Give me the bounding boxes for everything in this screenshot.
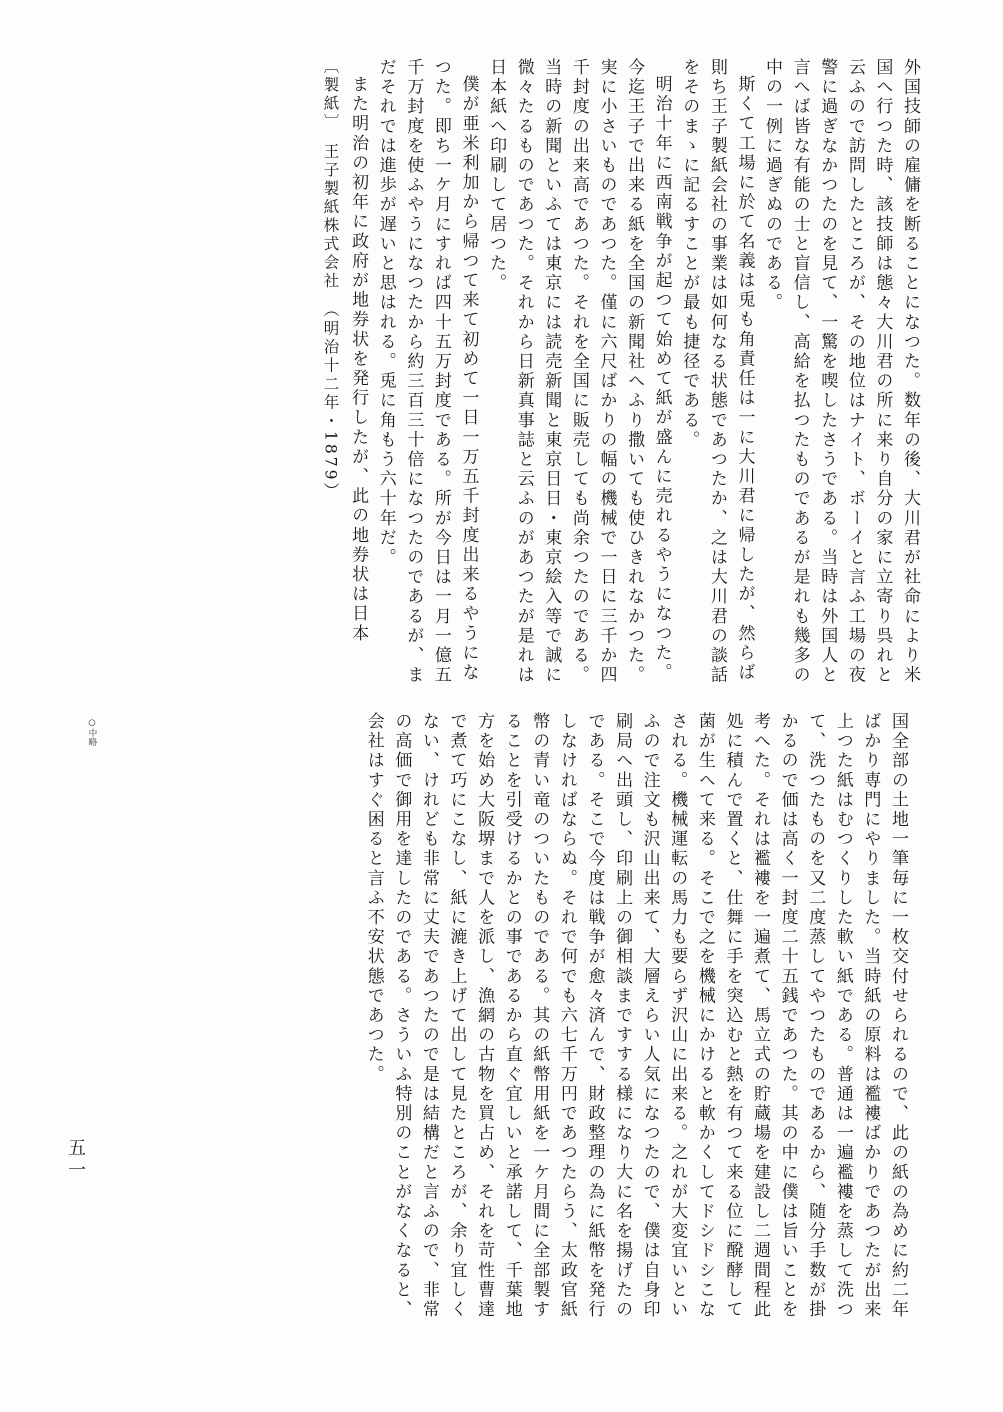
paragraph: 外国技師の雇傭を断ることになつた。数年の後、大川君が社命により米国へ行つた時、該技師は態々大川君の所に来り自分の家に立寄り呉れと云ふので訪問したところが、その地位はナイト、ボーイと言ふ工場の夜警に過ぎなかつたのを見て、一驚を喫したさうである。当時は外国人と言へば皆な有能の士と盲信し、高給を払つたものであるが是れも幾多の中の一例に過ぎぬのである。: [762, 58, 920, 686]
paragraph: 国全部の土地一筆毎に一枚交付せられるので、此の紙の為めに約二年ばかり専門にやりました。当時紙の原料は襤褸ばかりであつたが出来上つた紙はむつくりした軟い紙である。普通は一遍襤褸を蒸して洗つて、洗つたものを又二度蒸してやつたものであるから、随分手数が掛かるので価は高く一封度二十五銭であつた。其の中に僕は旨いことを考へた。それは襤褸を一遍煮て、馬立式の貯蔵場を建設し二週間程此処に積んで置くと、仕舞に手を突込むと熱を有つて来る位に醗酵して菌が生へて来る。そこで之を機械にかけると軟かくしてドシドシこなされる。機械運転の馬力も要らず沢山に出来る。之れが大変宜いといふので注文も沢山出来て、大層えらい人気になつたので、僕は自身印刷局へ出頭し、印刷上の御相談まですする様になり大に名を揚げたのである。そこで今度は戦争が愈々済んで、財政整理の為に紙幣を発行しなければならぬ。それで何でも六七千万円であつたらう、太政官紙幣の青い竜のついたものである。其の紙幣用紙を一ケ月間に全部製することを引受けるかとの事であるから直ぐ宜しいと承諾して、千葉地方を始め大阪堺まで人を派し、漁網の古物を買占め、それを苛性曹達で煮て巧にこなし、紙に漉き上げて出して見たところが、余り宜しくない、けれども非常に丈夫であつたので是は結構だと言ふので、非常の高価で御用を達したのである。さういふ特別のことがなくなると、会社はすぐ困ると言ふ不安状態であつた。: [363, 712, 908, 1320]
paragraph: 明治十年に西南戦争が起つて始めて紙が盛んに売れるやうになつた。今迄王子で出来る紙を全国の新聞社へふり撒いても使ひきれなかつた。実に小さいものであつた。僅に六尺ばかりの幅の機械で一日に三千か四千封度の出来高であつた。それを全国に販売しても尚余つたのである。当時の新聞といふては東京には読売新聞と東京日日・東京絵入等で誠に微々たるものであつた。それから日新真事誌と云ふのがあつたが是れは日本紙へ印刷して居つた。: [486, 58, 672, 686]
page-number: 五一: [65, 1138, 86, 1182]
upper-text-block: [168, 58, 923, 686]
omission-note: ○中略: [87, 718, 97, 747]
lower-text-block: [131, 712, 911, 1322]
paragraph: また明治の初年に政府が地券状を発行したが、此の地券状は日本: [348, 75, 369, 644]
paragraph: 斯くて工場に於て名義は兎も角責任は一に大川君に帰したが、然らば則ち王子製紙会社の事業は如何なる状態であつたか、之は大川君の談話をそのまゝに記るすことが最も捷径である。: [679, 58, 755, 686]
section-caption: 〔製紙〕 王子製紙株式会社 （明治十二年・1879）: [321, 58, 340, 501]
paragraph: 僕が亜米利加から帰つて来て初めて一日一万五千封度出来るやうになつた。即ち一ケ月にすれば四十五万封度である。所が今日は一月一億五千万封度を使ふやうになつたから約三百三十倍になつたのであるが、まだそれでは進歩が遅いと思はれる。兎に角もう六十年だ。: [375, 58, 479, 686]
